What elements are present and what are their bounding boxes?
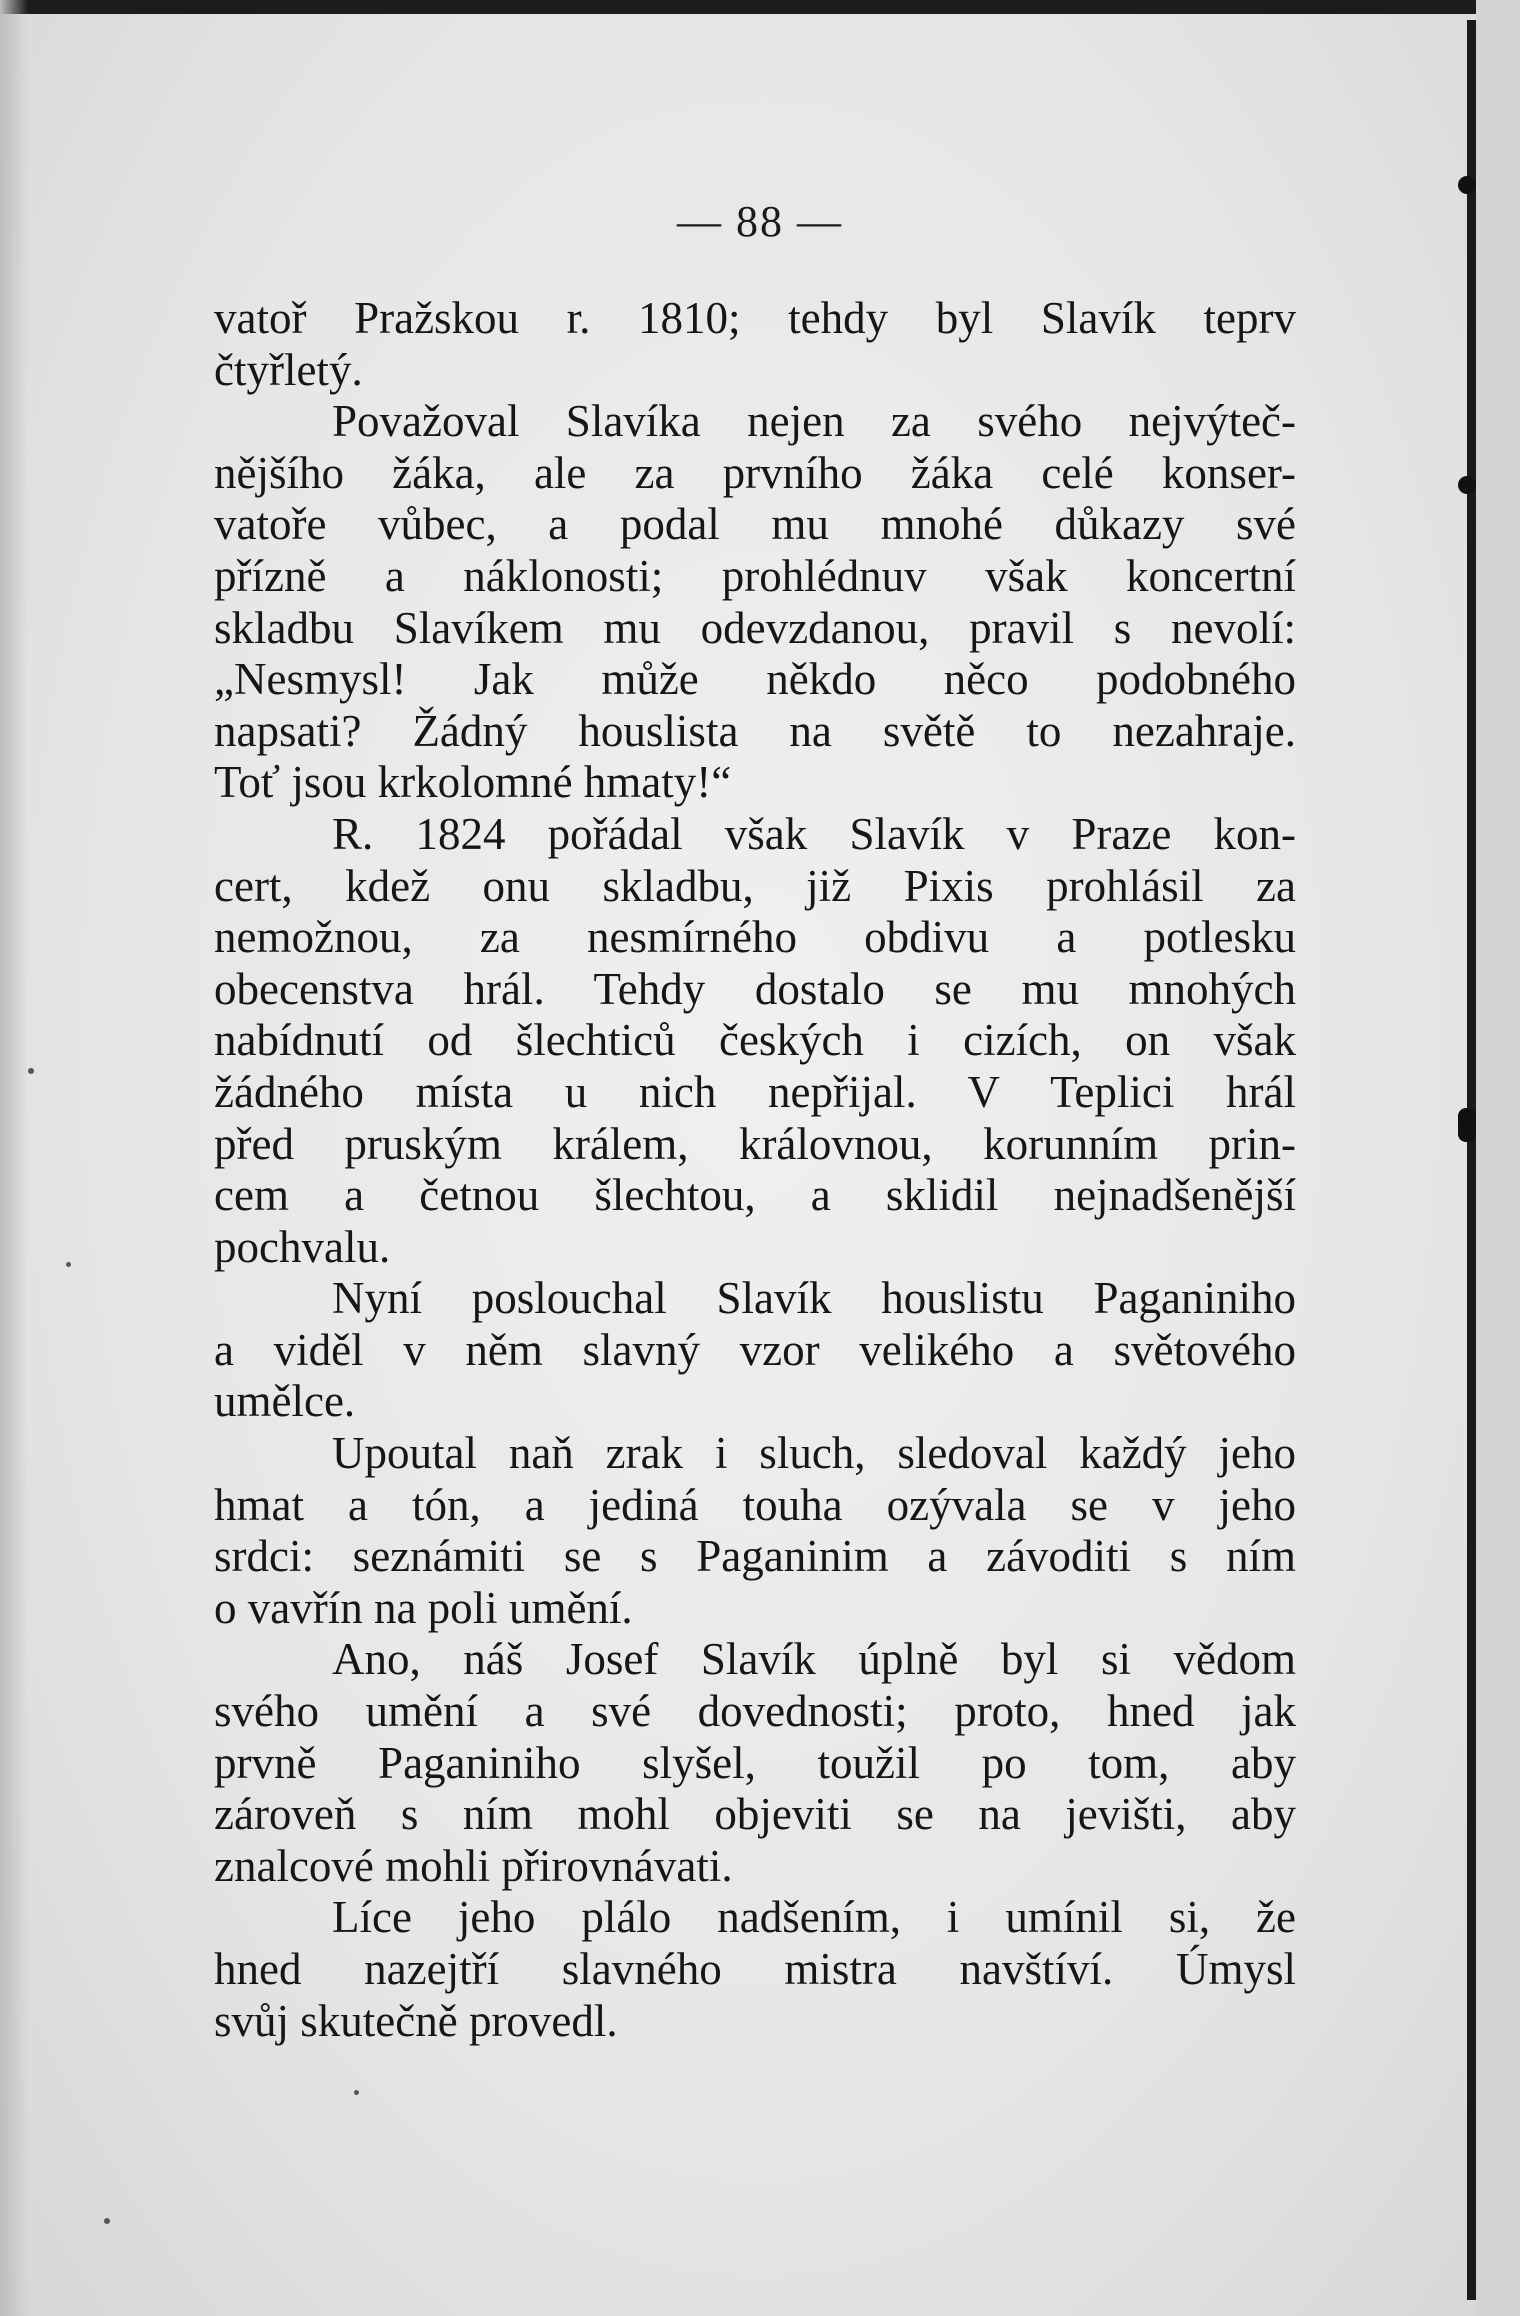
- text-line: srdci: seznámiti se s Paganinim a závoditi s ním: [214, 1531, 1296, 1582]
- binding-mark: [1458, 476, 1476, 494]
- text-line: nabídnutí od šlechticů českých i cizích, on však: [214, 1015, 1296, 1066]
- top-border: [0, 0, 1520, 14]
- text-line: žádného místa u nich nepřijal. V Teplici hrál: [214, 1066, 1296, 1117]
- text-line: Toť jsou krkolomné hmaty!“: [214, 757, 732, 808]
- text-line: umělce.: [214, 1376, 356, 1427]
- right-binding-bar: [1467, 20, 1476, 2300]
- speck: [104, 2218, 110, 2224]
- text-line: vatoř Pražskou r. 1810; tehdy byl Slavík teprv: [214, 293, 1296, 343]
- text-line: svůj skutečně provedl.: [214, 1995, 618, 2046]
- text-line: R. 1824 pořádal však Slavík v Praze kon-: [332, 808, 1296, 859]
- right-margin-strip: [1476, 0, 1520, 2316]
- text-line: čtyřletý.: [214, 344, 363, 395]
- text-line: a viděl v něm slavný vzor velikého a světového: [214, 1324, 1296, 1375]
- text-line: Upoutal naň zrak i sluch, sledoval každý jeho: [332, 1428, 1296, 1479]
- text-line: před pruským králem, královnou, korunním prin-: [214, 1118, 1296, 1169]
- text-line: cem a četnou šlechtou, a sklidil nejnadšenější: [214, 1170, 1296, 1221]
- text-line: hned nazejtří slavného mistra navštíví. Úmysl: [214, 1944, 1296, 1994]
- text-line: skladbu Slavíkem mu odevzdanou, pravil s nevolí:: [214, 602, 1296, 653]
- text-line: o vavřín na poli umění.: [214, 1582, 633, 1633]
- page-number: — 88 —: [677, 197, 843, 246]
- text-line: hmat a tón, a jediná touha ozývala se v jeho: [214, 1479, 1296, 1530]
- text-line: obecenstva hrál. Tehdy dostalo se mu mnohých: [214, 963, 1296, 1014]
- text-line: zároveň s ním mohl objeviti se na jevišti, aby: [214, 1789, 1296, 1840]
- text-line: Nyní poslouchal Slavík houslistu Paganiniho: [332, 1273, 1296, 1324]
- binding-mark: [1458, 176, 1476, 194]
- text-line: přízně a náklonosti; prohlédnuv však koncertní: [214, 550, 1296, 601]
- text-line: svého umění a své dovednosti; proto, hned jak: [214, 1686, 1296, 1737]
- speck: [66, 1262, 71, 1267]
- speck: [354, 2090, 359, 2095]
- text-line: nějšího žáka, ale za prvního žáka celé konser-: [214, 447, 1296, 498]
- body-text: [214, 293, 1296, 2047]
- text-line: Ano, náš Josef Slavík úplně byl si vědom: [332, 1634, 1296, 1685]
- text-line: nemožnou, za nesmírného obdivu a potlesku: [214, 912, 1296, 963]
- text-line: „Nesmysl! Jak může někdo něco podobného: [214, 654, 1296, 705]
- text-line: prvně Paganiniho slyšel, toužil po tom, aby: [214, 1737, 1296, 1788]
- speck: [28, 1068, 34, 1074]
- text-line: Považoval Slavíka nejen za svého nejvýteč-: [332, 396, 1296, 447]
- text-line: cert, kdež onu skladbu, již Pixis prohlásil za: [214, 860, 1296, 911]
- text-line: Líce jeho plálo nadšením, i umínil si, že: [332, 1892, 1296, 1943]
- binding-mark: [1458, 1108, 1476, 1142]
- text-line: napsati? Žádný houslista na světě to nezahraje.: [214, 705, 1296, 756]
- text-line: pochvalu.: [214, 1221, 391, 1272]
- text-line: vatoře vůbec, a podal mu mnohé důkazy své: [214, 499, 1296, 550]
- text-line: znalcové mohli přirovnávati.: [214, 1840, 733, 1891]
- left-page-shadow: [0, 0, 28, 2316]
